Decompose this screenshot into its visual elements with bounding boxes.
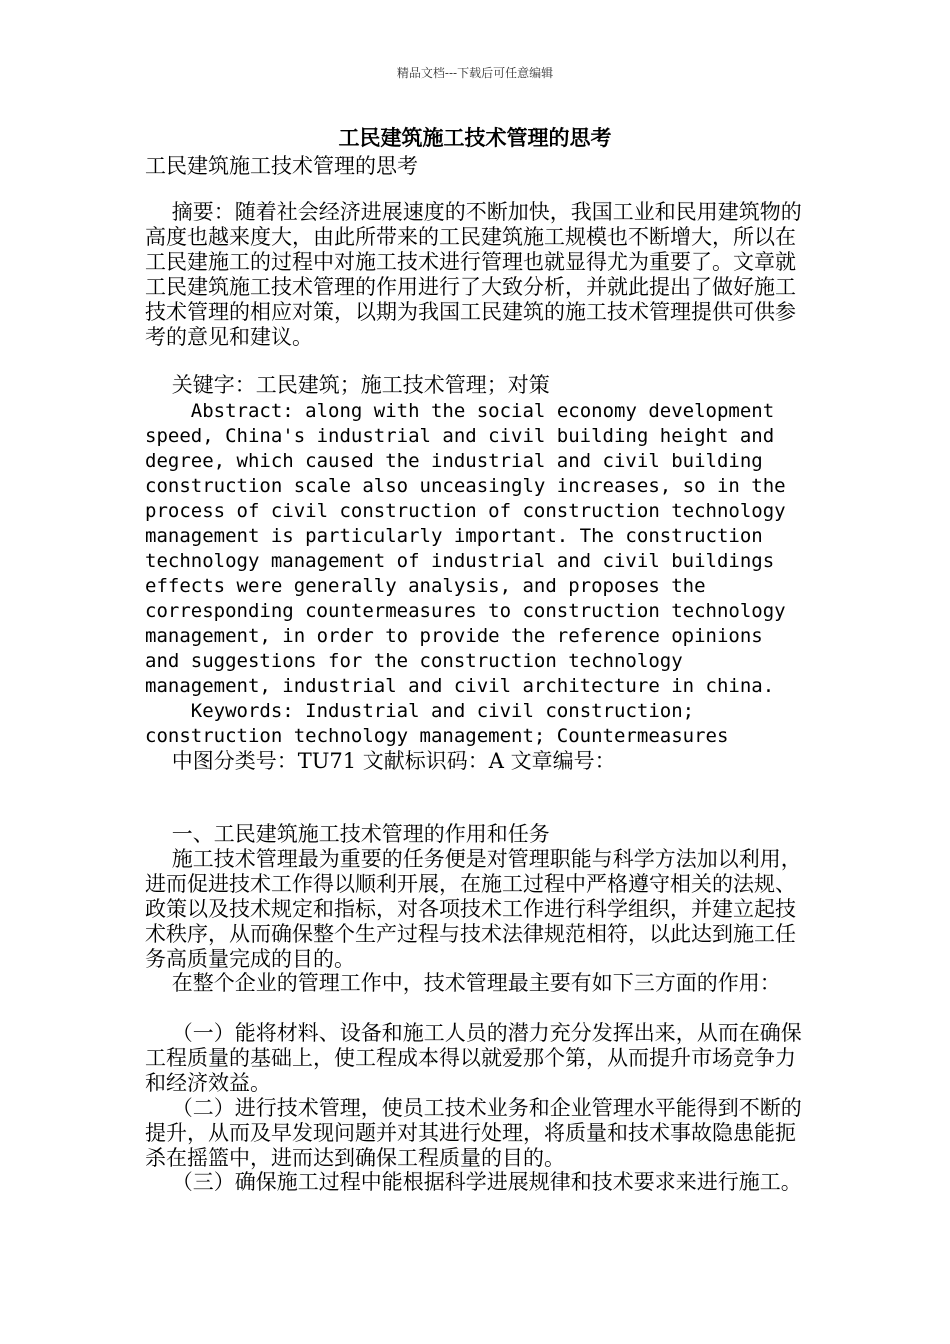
page-header: 精品文档---下载后可任意编辑 bbox=[396, 66, 554, 80]
paragraph-2: 在整个企业的管理工作中，技术管理最主要有如下三方面的作用： bbox=[145, 971, 781, 995]
paragraph-1: 施工技术管理最为重要的任务便是对管理职能与科学方法加以利用，进而促进技术工作得以顺利开展，在施工过程中严格遵守相关的法规、政策以及技术规定和指标，对各项技术工作进行科学组织，并建立起技术秩序，从而确保整个生产过程与技术法律规范相符，以此达到施工任务高质量完成的目的。 bbox=[145, 847, 802, 971]
classification-line: 中图分类号：TU71 文献标识码：A 文章编号： bbox=[145, 749, 616, 773]
document-subtitle: 工民建筑施工技术管理的思考 bbox=[145, 154, 418, 178]
document-title: 工民建筑施工技术管理的思考 bbox=[338, 125, 612, 150]
keywords-chinese: 关键字：工民建筑；施工技术管理；对策 bbox=[145, 373, 550, 397]
keywords-english: Keywords: Industrial and civil construction; construction technology management; Countermeasures bbox=[145, 700, 729, 747]
list-item-2: （二）进行技术管理，使员工技术业务和企业管理水平能得到不断的提升，从而及早发现问题并对其进行处理，将质量和技术事故隐患能扼杀在摇篮中，进而达到确保工程质量的目的。 bbox=[145, 1096, 802, 1170]
section-1-heading: 一、工民建筑施工技术管理的作用和任务 bbox=[145, 822, 550, 846]
abstract-english: Abstract: along with the social economy development speed, China's industrial and civil building height and degree, which caused the industrial and civil building construction scale also unceasingly increases, so in the process of civil construction of construction technology management is particularly important. The construction technology management of industrial and civil buildings effects were generally analysis, and proposes the corresponding countermeasures to construction technology management, in order to provide the reference opinions and suggestions for the construction technology management, industrial and civil architecture in china. bbox=[145, 400, 798, 697]
list-item-3: （三）确保施工过程中能根据科学进展规律和技术要求来进行施工。 bbox=[145, 1170, 802, 1194]
list-item-1: （一）能将材料、设备和施工人员的潜力充分发挥出来，从而在确保工程质量的基础上，使工程成本得以就爱那个第，从而提升市场竞争力和经济效益。 bbox=[145, 1021, 802, 1095]
abstract-chinese: 摘要：随着社会经济进展速度的不断加快，我国工业和民用建筑物的高度也越来度大，由此所带来的工民建筑施工规模也不断增大，所以在工民建施工的过程中对施工技术进行管理也就显得尤为重要了。文章就工民建筑施工技术管理的作用进行了大致分析，并就此提出了做好施工技术管理的相应对策，以期为我国工民建筑的施工技术管理提供可供参考的意见和建议。 bbox=[145, 200, 802, 349]
